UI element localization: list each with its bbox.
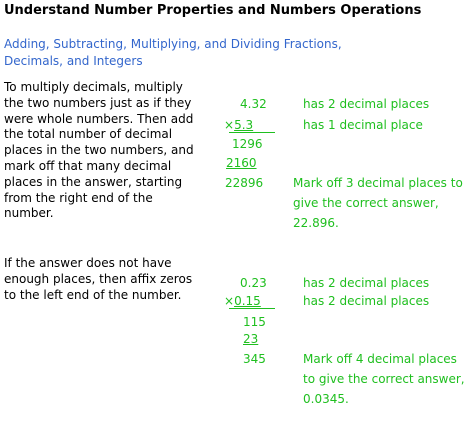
example1-partial1: 1296 (232, 137, 263, 151)
example1-rule1 (229, 132, 275, 133)
example1-explanation: To multiply decimals, multiply the two numbers just as if they were whole numbers. Then add the total number of decimal places in the two numbers, and mark off that many decimal places in the answer, starting from the right end of the number. (4, 80, 194, 221)
times-sign: × (224, 118, 235, 132)
example1-multiplier-row (224, 118, 253, 132)
example1-multiplicand: 4.32 (240, 97, 267, 111)
example2-partial2: 23 (243, 332, 259, 346)
example2-multiplier-row (224, 294, 261, 308)
example1-note1: has 2 decimal places (303, 97, 430, 111)
example2-explanation: If the answer does not have enough places, then affix zeros to the left end of the number. (4, 256, 193, 302)
example1-note2: has 1 decimal place (303, 118, 423, 132)
example1-product: 22896 (225, 176, 264, 190)
example2-product: 345 (243, 352, 266, 366)
example1-multiplier: 5.3 (234, 118, 254, 132)
example1-partial2: 2160 (226, 156, 257, 170)
page-title: Understand Number Properties and Numbers Operations (4, 3, 422, 18)
example2-result-note: Mark off 4 decimal places to give the correct answer, 0.0345. (303, 352, 465, 406)
example2-partial1: 115 (243, 315, 266, 329)
page-subtitle: Adding, Subtracting, Multiplying, and Dividing Fractions, Decimals, and Integers (4, 37, 342, 68)
example2-note1: has 2 decimal places (303, 276, 430, 290)
example2-multiplier: 0.15 (234, 294, 261, 308)
times-sign: × (224, 294, 235, 308)
example1-result-note: Mark off 3 decimal places to give the correct answer, 22.896. (293, 176, 463, 230)
example2-note2: has 2 decimal places (303, 294, 430, 308)
example2-multiplicand: 0.23 (240, 276, 267, 290)
example2-rule1 (229, 308, 275, 309)
